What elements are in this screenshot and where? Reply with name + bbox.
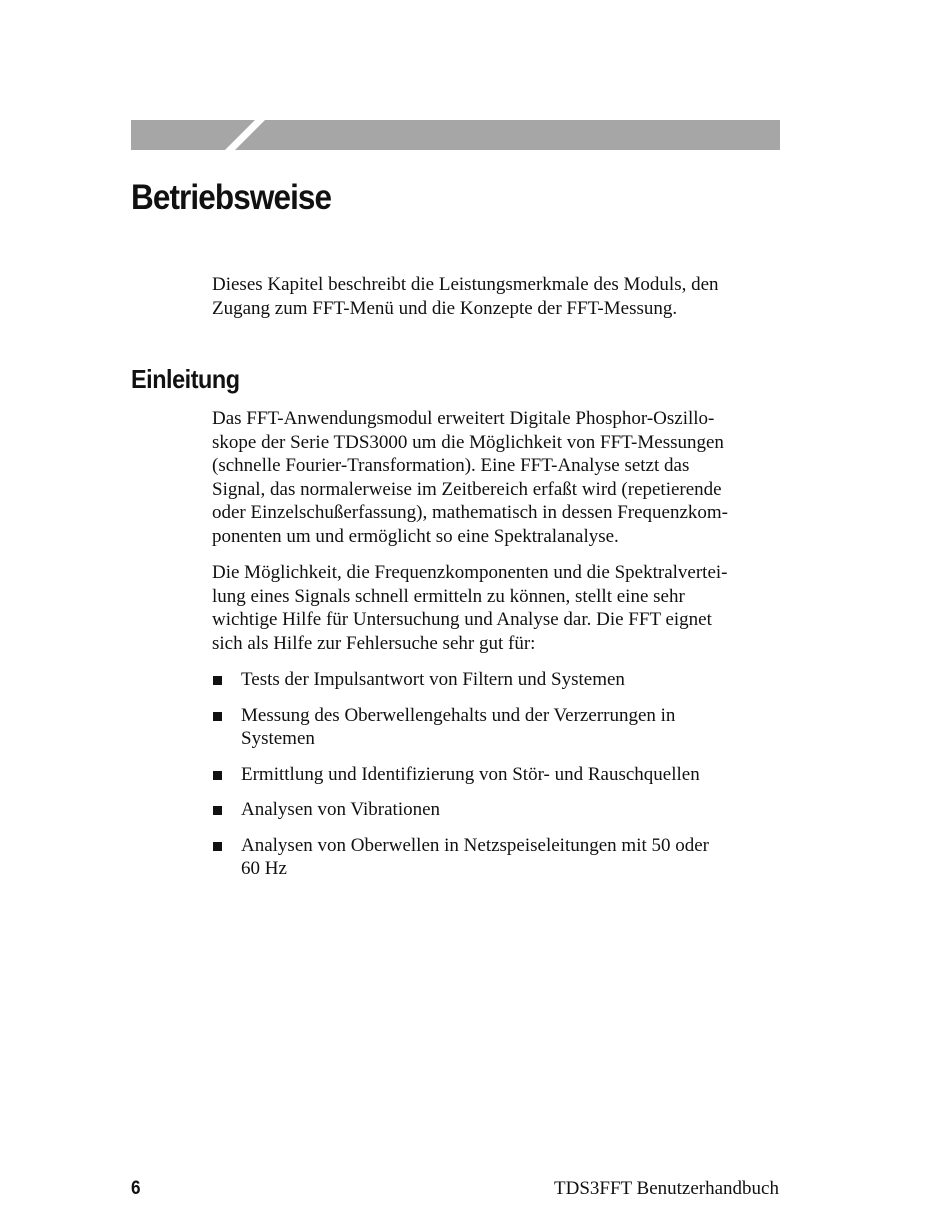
paragraph-line: Das FFT-Anwendungsmodul erweitert Digitale Phosphor-Oszillo- [212, 408, 715, 429]
chapter-intro [212, 273, 757, 321]
footer-manual-title: TDS3FFT Benutzerhandbuch [554, 1178, 779, 1199]
chapter-bar-graphic [131, 120, 780, 150]
square-bullet-icon [213, 806, 222, 815]
bullet-item [212, 704, 760, 751]
paragraph-line: (schnelle Fourier-Transformation). Eine FFT-Analyse setzt das [212, 455, 690, 476]
paragraph-line: oder Einzelschußerfassung), mathematisch in dessen Frequenzkom- [212, 502, 729, 523]
bullet-item [212, 798, 760, 822]
chapter-bar-left-segment [131, 120, 255, 150]
paragraph-line: Die Möglichkeit, die Frequenzkomponenten und die Spektralvertei- [212, 562, 728, 583]
bullet-item [212, 834, 760, 881]
paragraph-line: skope der Serie TDS3000 um die Möglichkeit von FFT-Messungen [212, 431, 724, 453]
paragraph-line: Signal, das normalerweise im Zeitbereich erfaßt wird (repetierende [212, 478, 722, 500]
bullet-item [212, 763, 760, 787]
square-bullet-icon [213, 842, 222, 851]
section-body [212, 407, 760, 893]
chapter-bar-right-segment [235, 120, 780, 150]
bullet-line: Tests der Impulsantwort von Filtern und Systemen [241, 669, 625, 690]
bullet-line: Systemen [241, 728, 315, 749]
intro-line: Zugang zum FFT-Menü und die Konzepte der FFT-Messung. [212, 298, 678, 319]
paragraph-line: wichtige Hilfe für Untersuchung und Analyse dar. Die FFT eignet [212, 609, 712, 630]
square-bullet-icon [213, 676, 222, 685]
bullet-line: Analysen von Oberwellen in Netzspeiseleitungen mit 50 oder [241, 834, 710, 856]
bullet-line: 60 Hz [241, 858, 287, 879]
paragraph-line: lung eines Signals schnell ermitteln zu können, stellt eine sehr [212, 585, 685, 607]
bullet-line: Ermittlung und Identifizierung von Stör- und Rauschquellen [241, 763, 700, 785]
bullet-line: Messung des Oberwellengehalts und der Verzerrungen in [241, 704, 676, 726]
bullet-list [212, 668, 760, 881]
chapter-title: Betriebsweise [131, 178, 332, 217]
square-bullet-icon [213, 712, 222, 721]
page-number: 6 [131, 1178, 141, 1199]
bullet-line: Analysen von Vibrationen [241, 799, 441, 820]
section-title: Einleitung [131, 364, 240, 394]
paragraph [212, 561, 760, 655]
intro-line: Dieses Kapitel beschreibt die Leistungsmerkmale des Moduls, den [212, 274, 719, 295]
paragraph-line: sich als Hilfe zur Fehlersuche sehr gut für: [212, 632, 536, 654]
paragraph-line: ponenten um und ermöglicht so eine Spektralanalyse. [212, 525, 619, 547]
paragraph [212, 407, 760, 548]
square-bullet-icon [213, 771, 222, 780]
bullet-item [212, 668, 760, 692]
chapter-header-bar [131, 120, 780, 150]
